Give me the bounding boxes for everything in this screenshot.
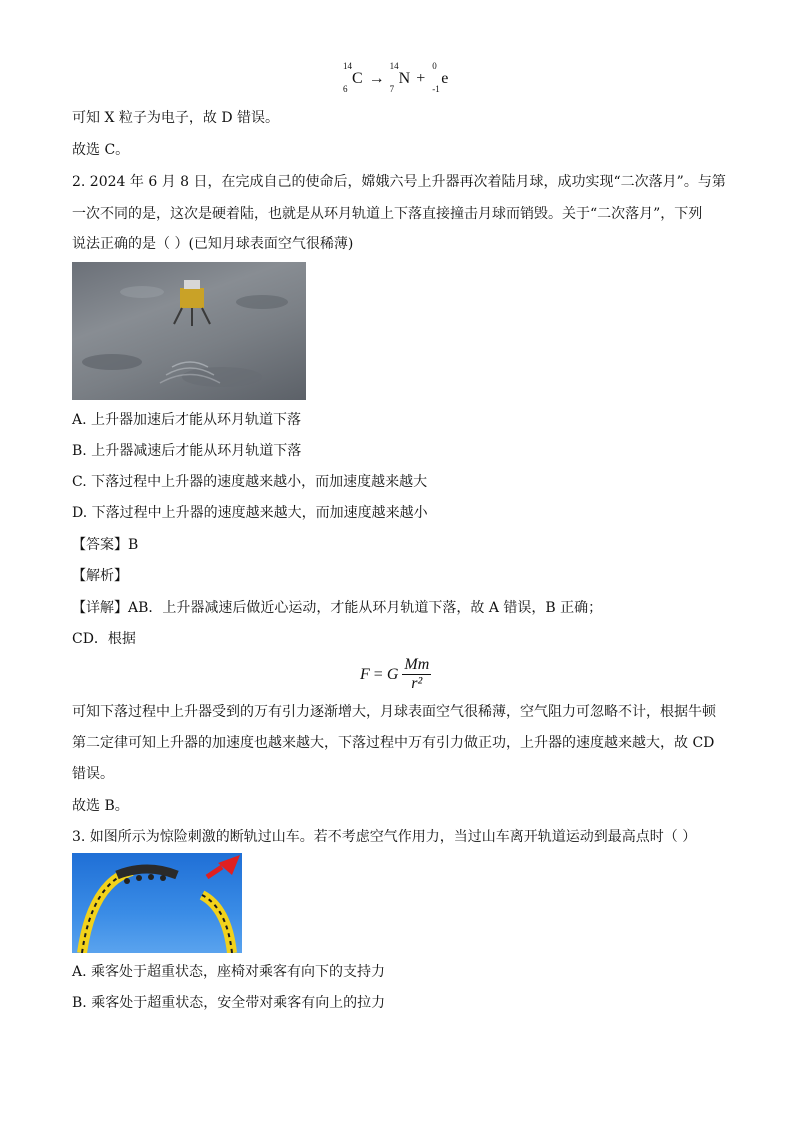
nuclear-equation: 14 6 C → 14 7 N + 0 -1 e [343, 61, 449, 94]
option-c: C. 下落过程中上升器的速度越来越小，而加速度越来越大 [72, 474, 428, 490]
question-2-stem: 2. 2024 年 6 月 8 日，在完成自己的使命后，嫦娥六号上升器再次着陆月球，成功实现“二次落月”。与第 [72, 174, 726, 190]
conclusion-line: 故选 B。 [72, 798, 129, 814]
option-a: A. 乘客处于超重状态，座椅对乘客有向下的支持力 [72, 964, 386, 980]
gravitation-equation: F = G $\frac{Mm}{\text{r²}}$ [360, 656, 430, 692]
text-line: 可知 X 粒子为电子，故 D 错误。 [72, 110, 279, 126]
detail-line: CD．根据 [72, 631, 136, 647]
explanation-line: 错误。 [72, 766, 114, 782]
lunar-surface-illustration [72, 262, 306, 400]
question-3-stem: 3. 如图所示为惊险刺激的断轨过山车。若不考虑空气作用力，当过山车离开轨道运动到最高点时（ ） [72, 829, 697, 845]
reaction-arrow: → [368, 70, 385, 87]
explanation-line: 第二定律可知上升器的加速度也越来越大，下落过程中万有引力做正功，上升器的速度越来越大，故 CD [72, 735, 715, 751]
answer-label: 【答案】B [72, 537, 139, 553]
roller-coaster-image [72, 853, 242, 953]
electron-particle: 0 -1 e [432, 61, 449, 94]
lunar-lander-image [72, 262, 306, 400]
option-d: D. 下落过程中上升器的速度越来越大，而加速度越来越小 [72, 505, 428, 521]
analysis-label: 【解析】 [72, 568, 128, 584]
detail-line: 【详解】AB．上升器减速后做近心运动，才能从环月轨道下落，故 A 错误，B 正确； [72, 600, 603, 616]
option-a: A. 上升器加速后才能从环月轨道下落 [72, 412, 302, 428]
text-line: 故选 C。 [72, 142, 130, 158]
option-b: B. 乘客处于超重状态，安全带对乘客有向上的拉力 [72, 995, 386, 1011]
carbon-nuclide: 14 6 C [343, 61, 363, 94]
question-2-stem: 说法正确的是（ ）(已知月球表面空气很稀薄) [72, 236, 354, 252]
option-b: B. 上升器减速后才能从环月轨道下落 [72, 443, 302, 459]
question-2-stem: 一次不同的是，这次是硬着陆，也就是从环月轨道上下落直接撞击月球而销毁。关于“二次落月”，下列 [72, 206, 703, 222]
nitrogen-nuclide: 14 7 N [389, 61, 411, 94]
roller-coaster-illustration [72, 853, 242, 953]
explanation-line: 可知下落过程中上升器受到的万有引力逐渐增大，月球表面空气很稀薄，空气阻力可忽略不计，根据牛顿 [72, 704, 716, 720]
fraction: $\frac{Mm}{\text{r²}}$ [404, 656, 430, 692]
